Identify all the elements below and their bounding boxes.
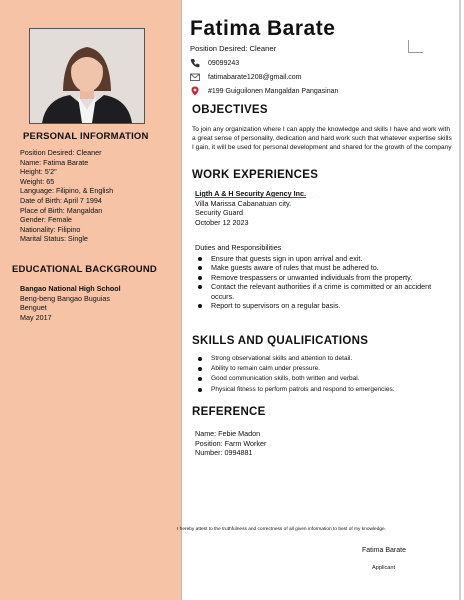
reference-name: Name: Febie Madon xyxy=(195,429,261,438)
personal-info-list xyxy=(20,148,113,244)
email-address: fatimabarate1208@gmail.com xyxy=(208,73,302,81)
list-item: Ensure that guests sign in upon arrival and exit. xyxy=(197,254,452,263)
company-address: Villa Marissa Cabanatuan city. xyxy=(195,198,292,208)
work-entry xyxy=(195,189,306,227)
company-name: Ligth A & H Security Agency Inc. xyxy=(195,189,307,198)
applicant-name: Fatima Barate xyxy=(190,17,336,40)
weight-line: Weight: 65 xyxy=(20,176,55,186)
duties-heading: Duties and Responsibilities xyxy=(195,243,282,252)
contact-address xyxy=(190,86,338,96)
list-item: Make guests aware of rules that must be adhered to. xyxy=(197,263,452,272)
list-item: Contact the relevant authorities if a crime is committed or an accident occurs. xyxy=(197,282,452,301)
language-line: Language: Filipino, & English xyxy=(20,186,114,196)
work-heading: WORK EXPERIENCES xyxy=(192,169,319,181)
profile-photo xyxy=(29,28,145,124)
pob-line: Place of Birth: Mangaldan xyxy=(20,205,103,215)
list-item: Remove trespassers or unwanted individuals from the property. xyxy=(197,273,452,282)
position-line: Position Desired: Cleaner xyxy=(20,148,102,157)
list-item: Strong observational skills and attention to detail. xyxy=(197,354,452,364)
dob-line: Date of Birth: April 7 1994 xyxy=(20,195,102,205)
skills-heading: SKILLS AND QUALIFICATIONS xyxy=(192,335,369,347)
contact-email xyxy=(190,72,302,82)
position-desired: Position Desired: Cleaner xyxy=(190,44,277,53)
school-address-1: Beng-beng Bangao Buguias xyxy=(20,293,110,303)
corner-mark xyxy=(408,40,423,53)
school-address-2: Benguet xyxy=(20,303,47,313)
job-date: October 12 2023 xyxy=(195,217,249,227)
divider xyxy=(181,0,182,600)
reference-heading: REFERENCE xyxy=(192,406,266,418)
reference-block xyxy=(195,429,266,458)
signature-label: Applicant xyxy=(372,565,396,571)
attestation-text: I hereby attest to the truthfulness and correctness of all given information to best of my knowledge. xyxy=(177,527,387,532)
list-item: Good communication skills, both written and verbal. xyxy=(197,374,452,384)
reference-number: Number: 0994881 xyxy=(195,448,253,458)
signature-name: Fatima Barate xyxy=(362,547,406,554)
list-item: Report to supervisors on a regular basis. xyxy=(197,301,452,310)
personal-info-heading: PERSONAL INFORMATION xyxy=(23,131,149,142)
list-item: Ability to remain calm under pressure. xyxy=(197,364,452,374)
duties-list xyxy=(197,254,452,310)
objectives-text: To join any organization where I can apply the knowledge and skills I have and work with a great sense of personality, dedication and hard work such that whatever expertise skills I gain, it will be used for personal development and shared for the growth of the company xyxy=(192,126,452,151)
list-item: Physical fitness to perform patrols and respond to emergencies. xyxy=(197,385,452,395)
name-line: Name: Fatima Barate xyxy=(20,157,89,167)
phone-number: 09099243 xyxy=(208,59,240,67)
gender-line: Gender: Female xyxy=(20,215,72,225)
graduation-date: May 2017 xyxy=(20,312,52,322)
education-block xyxy=(20,284,121,322)
contact-phone xyxy=(190,58,239,68)
reference-position: Position: Farm Worker xyxy=(195,438,267,448)
phone-icon xyxy=(190,58,200,68)
job-title: Security Guard xyxy=(195,208,243,218)
marital-line: Marital Status: Single xyxy=(20,234,88,244)
home-address: #199 Guiguilonen Mangaldan Pangasinan xyxy=(208,87,339,95)
skills-list xyxy=(197,354,452,395)
height-line: Height: 5'2" xyxy=(20,167,57,177)
location-icon xyxy=(190,86,200,96)
nationality-line: Nationality: Filipino xyxy=(20,224,81,234)
objectives-heading: OBJECTIVES xyxy=(192,104,268,116)
education-heading: EDUCATIONAL BACKGROUND xyxy=(12,264,157,275)
school-name: Bangao National High School xyxy=(20,284,121,293)
email-icon xyxy=(190,72,200,82)
page-edge xyxy=(459,0,461,600)
